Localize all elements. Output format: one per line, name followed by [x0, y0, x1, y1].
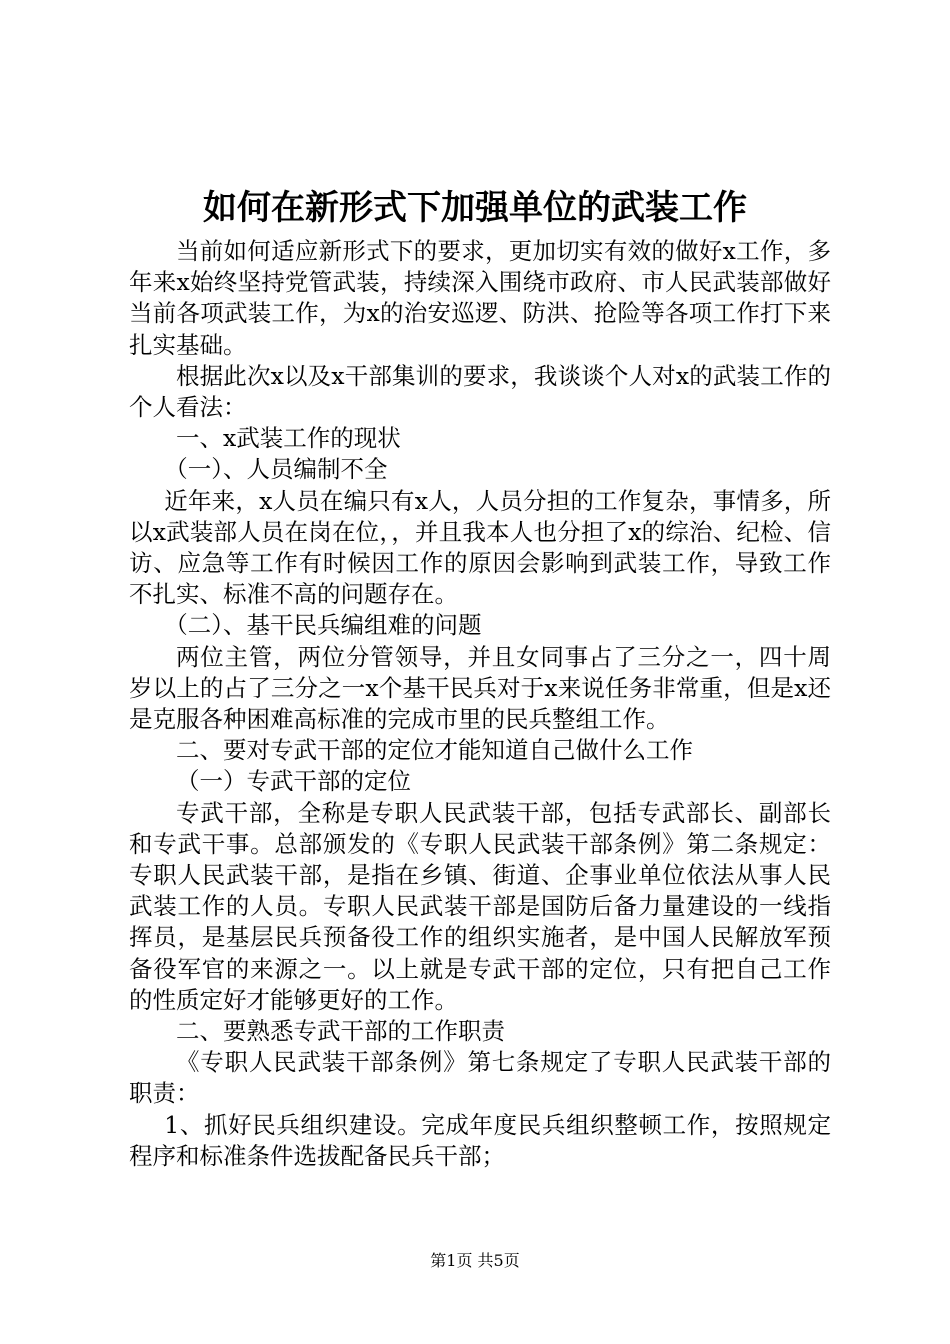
list-item-duty-1: 1、抓好民兵组织建设。完成年度民兵组织整顿工作，按照规定程序和标准条件选拔配备民兵干部；: [129, 1110, 831, 1170]
paragraph-intro: 当前如何适应新形式下的要求，更加切实有效的做好x工作，多年来x始终坚持党管武装，持续深入围绕市政府、市人民武装部做好当前各项武装工作，为x的治安巡逻、防洪、抢险等各项工作打下来扎实基础。: [129, 237, 831, 359]
paragraph-staffing: 近年来，x人员在编只有x人，人员分担的工作复杂，事情多，所以x武装部人员在岗在位，，并且我本人也分担了x的综治、纪检、信访、应急等工作有时候因工作的原因会影响到武装工作，导致工作不扎实、标准不高的问题存在。: [129, 486, 831, 609]
heading-section-2: 二、要对专武干部的定位才能知道自己做什么工作: [176, 736, 693, 765]
paragraph-purpose: 根据此次x以及x干部集训的要求，我谈谈个人对x的武装工作的个人看法：: [129, 361, 831, 422]
document-title: 如何在新形式下加强单位的武装工作: [203, 188, 747, 228]
page-footer: 第1页 共5页: [430, 1251, 520, 1270]
heading-subsection-2-1: （一）专武干部的定位: [176, 767, 411, 796]
paragraph-duties-intro: 《专职人民武装干部条例》第七条规定了专职人民武装干部的职责：: [129, 1048, 831, 1108]
paragraph-militia: 两位主管，两位分管领导，并且女同事占了三分之一，四十周岁以上的占了三分之一x个基干民兵对于x来说任务非常重，但是x还是克服各种困难高标准的完成市里的民兵整组工作。: [129, 642, 831, 734]
heading-subsection-1-2: （二）、基干民兵编组难的问题: [164, 611, 482, 640]
paragraph-definition: 专武干部，全称是专职人民武装干部，包括专武部长、副部长和专武干事。总部颁发的《专职人民武装干部条例》第二条规定：专职人民武装干部，是指在乡镇、街道、企事业单位依法从事人民武装工作的人员。专职人民武装干部是国防后备力量建设的一线指挥员，是基层民兵预备役工作的组织实施者，是中国人民解放军预备役军官的来源之一。以上就是专武干部的定位，只有把自己工作的性质定好才能够更好的工作。: [129, 798, 831, 1014]
document-body: [129, 236, 831, 1172]
heading-section-3: 二、要熟悉专武干部的工作职责: [176, 1017, 505, 1046]
heading-subsection-1-1: （一）、人员编制不全: [164, 455, 388, 484]
heading-section-1: 一、x武装工作的现状: [176, 424, 401, 453]
